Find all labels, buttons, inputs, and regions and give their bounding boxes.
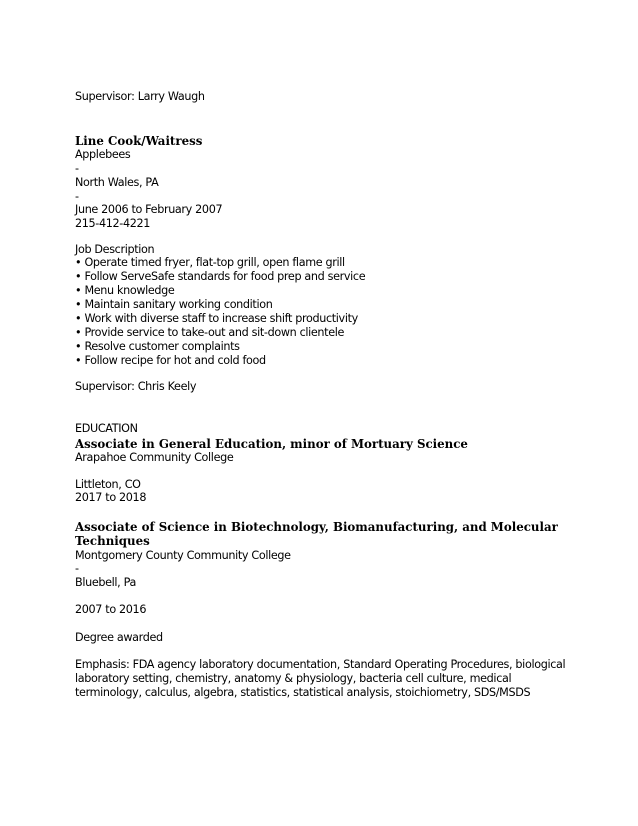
job2-dates: June 2006 to February 2007 [75, 203, 223, 216]
school2-location: Bluebell, Pa [75, 576, 136, 589]
list-item: • Resolve customer complaints [75, 340, 240, 353]
list-item: • Follow ServeSafe standards for food prep and service [75, 270, 366, 283]
list-item: • Menu knowledge [75, 284, 175, 297]
job2-duties-list [75, 256, 365, 368]
list-item: • Maintain sanitary working condition [75, 298, 273, 311]
job2-separator: - [75, 162, 79, 175]
school2-name: Montgomery County Community College [75, 549, 291, 562]
list-item: • Provide service to take-out and sit-down clientele [75, 326, 345, 339]
job2-phone: 215-412-4221 [75, 217, 151, 230]
job2-description-label: Job Description [75, 243, 155, 256]
job2-employer: Applebees [75, 148, 131, 161]
job2-separator: - [75, 190, 79, 203]
school1-dates: 2017 to 2018 [75, 491, 147, 504]
school1-location: Littleton, CO [75, 478, 141, 491]
job2-title: Line Cook/Waitress [75, 134, 203, 148]
school2-dates: 2007 to 2016 [75, 603, 147, 616]
school2-emphasis: Emphasis: FDA agency laboratory documentation, Standard Operating Procedures, biological laboratory setting, chemistry, anatomy & physiology, bacteria cell culture, medical terminology, calculus, algebra, statistics, statistical analysis, stoichiometry, SDS/MSDS [75, 658, 566, 699]
school2-degree-awarded: Degree awarded [75, 631, 163, 644]
school2-separator: - [75, 562, 79, 575]
school2-degree-line2: Techniques [75, 534, 150, 548]
job2-supervisor: Supervisor: Chris Keely [75, 380, 197, 393]
school1-degree: Associate in General Education, minor of Mortuary Science [75, 437, 468, 451]
list-item: • Follow recipe for hot and cold food [75, 354, 266, 367]
school2-degree-line1: Associate of Science in Biotechnology, Biomanufacturing, and Molecular [75, 520, 558, 534]
school1-name: Arapahoe Community College [75, 451, 234, 464]
job1-supervisor: Supervisor: Larry Waugh [75, 90, 205, 103]
list-item: • Work with diverse staff to increase shift productivity [75, 312, 358, 325]
job2-location: North Wales, PA [75, 176, 159, 189]
education-label: EDUCATION [75, 422, 138, 435]
list-item: • Operate timed fryer, flat-top grill, open flame grill [75, 256, 345, 269]
